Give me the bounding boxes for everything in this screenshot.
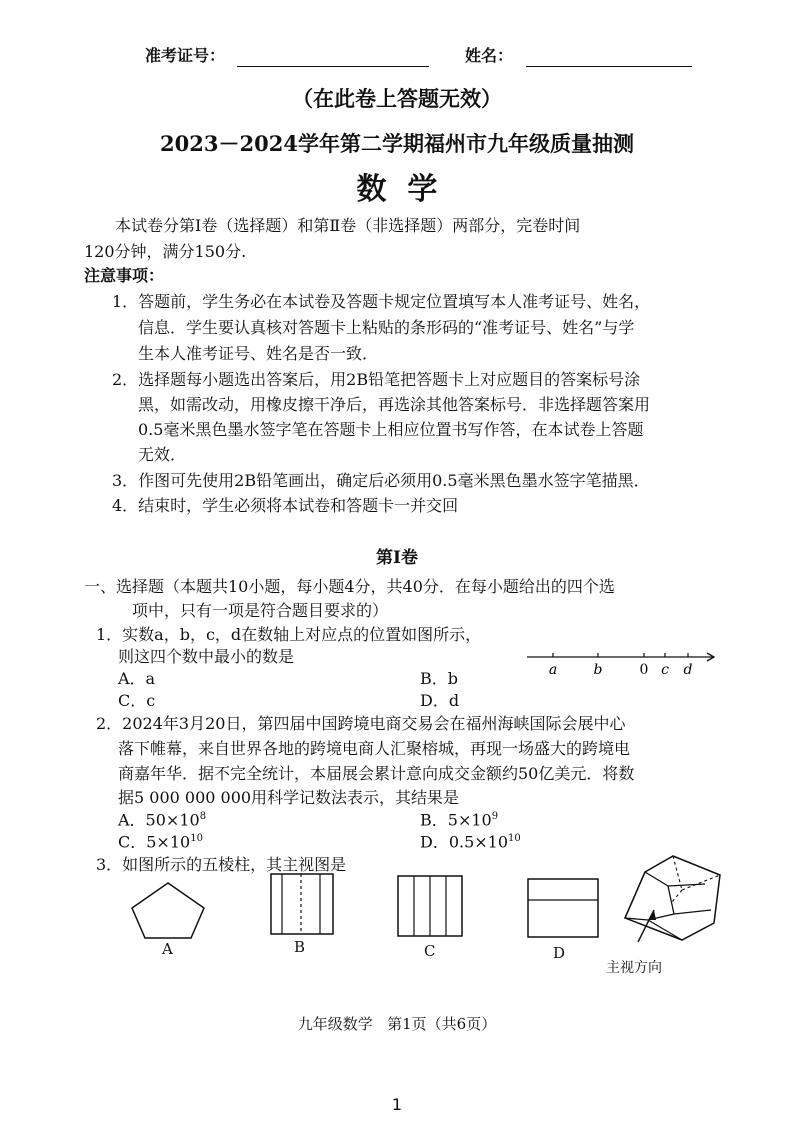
pentagon-shape	[132, 883, 204, 938]
option-d-outline	[528, 879, 598, 937]
q2-line-4: 据5 000 000 000用科学记数法表示，其结果是	[118, 788, 460, 807]
axis-label-a: a	[548, 662, 558, 678]
number-line-figure	[525, 650, 725, 680]
q2-option-c-exp: 10	[190, 833, 203, 844]
prism-edge-mid	[674, 910, 711, 914]
page-number: 1	[391, 1095, 403, 1114]
q2-option-d	[420, 828, 521, 853]
view-direction-arrow-head	[648, 910, 656, 920]
axis-label-c: c	[661, 662, 669, 678]
prism-hidden-edge-2	[682, 875, 720, 890]
q2-option-d-exp: 10	[508, 833, 521, 844]
q3-text: 3．如图所示的五棱柱，其主视图是	[96, 855, 347, 874]
axis-label-b: b	[593, 662, 603, 678]
page-footer: 九年级数学 第1页（共6页）	[297, 1015, 497, 1033]
option-a-pentagon	[130, 880, 210, 940]
subject-title: 数 学	[356, 172, 438, 207]
name-field[interactable]	[526, 66, 692, 67]
option-c-figure	[397, 875, 463, 937]
section-1-line-1: 一、选择题（本题共10小题，每小题4分，共40分．在每小题给出的四个选	[84, 577, 615, 596]
q2-option-c-base: C．5×10	[118, 832, 191, 852]
q1-option-c: C．c	[118, 691, 156, 710]
axis-label-d: d	[683, 662, 693, 678]
q3-label-c: C	[424, 942, 436, 960]
note-3: 3．作图可先使用2B铅笔画出，确定后必须用0.5毫米黑色墨水签字笔描黑．	[112, 471, 650, 490]
q2-line-1: 2．2024年3月20日，第四届中国跨境电商交易会在福州海峡国际会展中心	[96, 714, 626, 733]
prism-edge-top	[668, 884, 705, 886]
prism-front-face	[625, 872, 674, 920]
q2-option-c	[118, 828, 203, 853]
q1-line-1: 1．实数a，b，c，d在数轴上对应点的位置如图所示，	[96, 625, 482, 644]
q2-line-2: 落下帷幕，来自世界各地的跨境电商人汇聚榕城，再现一场盛大的跨境电	[118, 739, 631, 758]
note-2-line-1: 2．选择题每小题选出答案后，用2B铅笔把答题卡上对应题目的答案标号涂	[112, 370, 641, 389]
note-1-line-2: 信息．学生要认真核对答题卡上粘贴的条形码的“准考证号、姓名”与学	[138, 318, 635, 337]
prism-hidden-edge-3	[672, 890, 682, 902]
pentagonal-prism-figure	[610, 850, 725, 965]
name-label: 姓名：	[465, 46, 514, 65]
q1-option-b: B．b	[420, 669, 459, 688]
q2-option-b-exp: 9	[491, 811, 499, 822]
q3-label-b: B	[294, 938, 306, 956]
q2-option-d-base: D．0.5×10	[420, 832, 509, 852]
q2-option-a-base: A．50×10	[118, 810, 200, 830]
exam-id-field[interactable]	[237, 66, 429, 67]
part-title: 第Ⅰ卷	[376, 548, 418, 568]
exam-id-label: 准考证号：	[145, 46, 226, 65]
q1-option-a: A．a	[118, 669, 156, 688]
q1-line-2: 则这四个数中最小的数是	[118, 647, 295, 666]
prism-edge-bottom	[648, 920, 682, 940]
section-1-line-2: 项中，只有一项是符合题目要求的）	[132, 601, 389, 620]
note-2-line-3: 0.5毫米黑色墨水签字笔在答题卡上相应位置书写作答，在本试卷上答题	[138, 420, 644, 439]
note-4: 4．结束时，学生必须将本试卷和答题卡一并交回	[112, 496, 459, 515]
notes-heading: 注意事项：	[84, 266, 165, 285]
note-1-line-3: 生本人准考证号、姓名是否一致．	[138, 344, 379, 363]
q1-option-d: D．d	[420, 691, 460, 710]
prism-outline	[625, 856, 720, 940]
q2-option-a-exp: 8	[199, 811, 207, 822]
option-b-outline	[271, 874, 333, 934]
q2-line-3: 商嘉年华．据不完全统计，本届展会累计意向成交金额约50亿美元．将数	[118, 764, 635, 783]
intro-line-1: 本试卷分第Ⅰ卷（选择题）和第Ⅱ卷（非选择题）两部分，完卷时间	[115, 216, 581, 235]
view-direction-label: 主视方向	[606, 960, 662, 976]
note-2-line-4: 无效．	[138, 445, 187, 464]
q2-option-b-base: B．5×10	[420, 810, 492, 830]
note-1-line-1: 1．答题前，学生务必在本试卷及答题卡规定位置填写本人准考证号、姓名，	[112, 292, 651, 311]
axis-label-zero: 0	[639, 662, 649, 678]
option-b-figure	[270, 873, 334, 935]
intro-line-2: 120分钟，满分150分.	[84, 242, 247, 261]
q3-label-d: D	[553, 944, 566, 962]
note-2-line-2: 黑，如需改动，用橡皮擦干净后，再选涂其他答案标号．非选择题答案用	[138, 395, 651, 414]
q3-label-a: A	[162, 940, 173, 958]
invalid-notice: （在此卷上答题无效）	[292, 86, 502, 111]
exam-title: 2023－2024学年第二学期福州市九年级质量抽测	[160, 131, 634, 156]
option-d-figure	[527, 878, 599, 938]
